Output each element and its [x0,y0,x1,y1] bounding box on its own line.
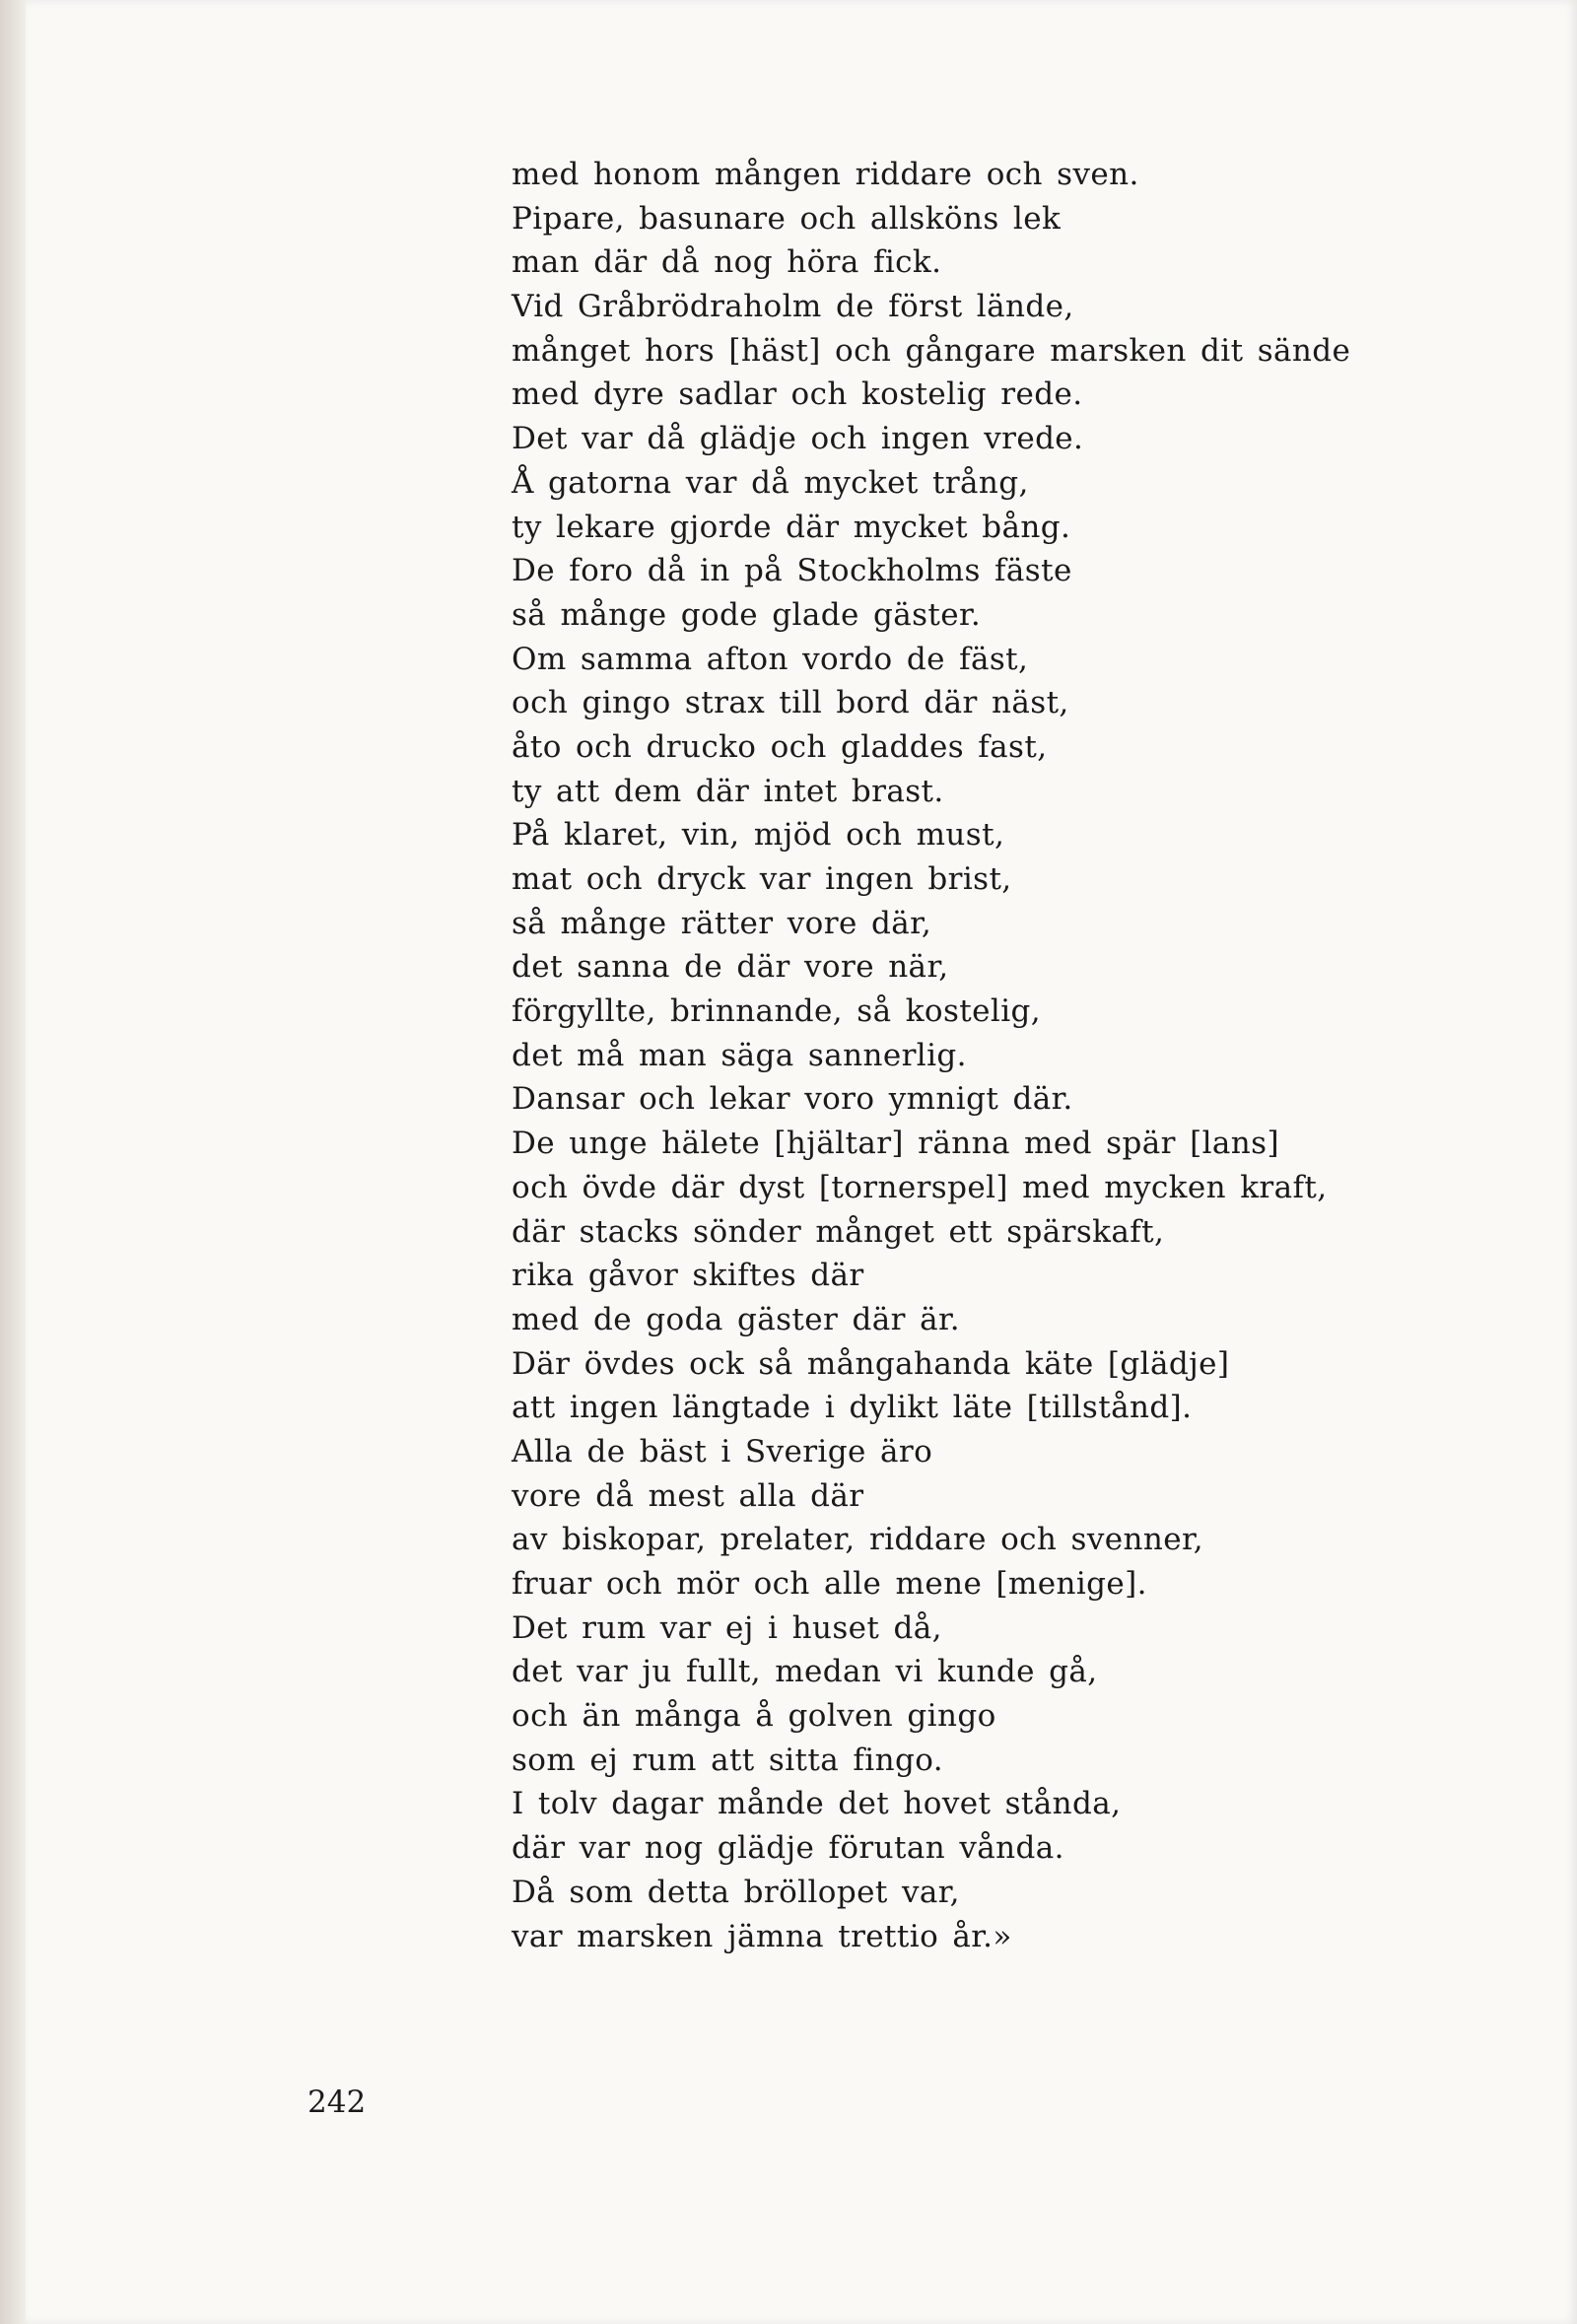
poem-line: Det rum var ej i huset då, [512,1609,942,1646]
poem-line: det sanna de där vore när, [512,949,949,986]
poem-line: man där då nog höra fick. [512,244,942,281]
poem-line: det var ju fullt, medan vi kunde gå, [512,1654,1098,1690]
poem-line: där stacks sönder månget ett spärskaft, [512,1213,1165,1250]
poem-line: rika gåvor skiftes där [512,1258,864,1294]
poem-line: så månge gode glade gäster. [512,596,982,633]
poem-line: ty lekare gjorde där mycket bång. [512,509,1071,545]
poem-text [512,153,1350,1958]
poem-line: att ingen längtade i dylikt läte [tillstånd]. [512,1390,1193,1426]
poem-line: fruar och mör och alle mene [menige]. [512,1566,1147,1602]
poem-line: De unge hälete [hjältar] ränna med spär [lans] [512,1126,1279,1162]
poem-line: Då som detta bröllopet var, [512,1874,960,1910]
poem-line: var marsken jämna trettio år.» [512,1918,1012,1954]
poem-line: Pipare, basunare och allsköns lek [512,200,1062,237]
poem-line: Vid Gråbrödraholm de först lände, [512,289,1074,325]
poem-line: Det var då glädje och ingen vrede. [512,421,1084,457]
poem-line: mat och dryck var ingen brist, [512,861,1012,897]
poem-line: med honom mången riddare och sven. [512,157,1139,192]
poem-line: ty att dem där intet brast. [512,773,944,809]
poem-line: förgyllte, brinnande, så kostelig, [512,993,1042,1030]
poem-line: som ej rum att sitta fingo. [512,1742,943,1778]
poem-line: I tolv dagar månde det hovet stånda, [512,1786,1122,1822]
poem-line: På klaret, vin, mjöd och must, [512,817,1005,854]
poem-line: Å gatorna var då mycket trång, [512,464,1029,501]
poem-line: åto och drucko och gladdes fast, [512,728,1048,765]
poem-line: så månge rätter vore där, [512,905,932,941]
poem-line: med dyre sadlar och kostelig rede. [512,376,1083,413]
poem-line: vore då mest alla där [512,1477,864,1514]
book-page [26,0,1577,2324]
poem-line: Om samma afton vordo de fäst, [512,641,1029,677]
poem-line: De foro då in på Stockholms fäste [512,553,1072,589]
page-edge [0,0,26,2324]
page-number: 242 [308,2085,367,2120]
poem-line: Där övdes ock så mångahanda käte [glädje] [512,1345,1230,1382]
poem-line: och än många å golven gingo [512,1698,996,1735]
poem-line: Dansar och lekar voro ymnigt där. [512,1081,1073,1118]
poem-line: av biskopar, prelater, riddare och svenner, [512,1522,1204,1558]
poem-line: och gingo strax till bord där näst, [512,685,1069,721]
poem-line: och övde där dyst [tornerspel] med mycken kraft, [512,1169,1328,1205]
poem-line: där var nog glädje förutan vånda. [512,1830,1064,1867]
poem-line: med de goda gäster där är. [512,1301,961,1337]
poem-line: Alla de bäst i Sverige äro [512,1433,933,1470]
poem-line: det må man säga sannerlig. [512,1037,967,1073]
poem-line: månget hors [häst] och gångare marsken dit sände [512,332,1351,369]
